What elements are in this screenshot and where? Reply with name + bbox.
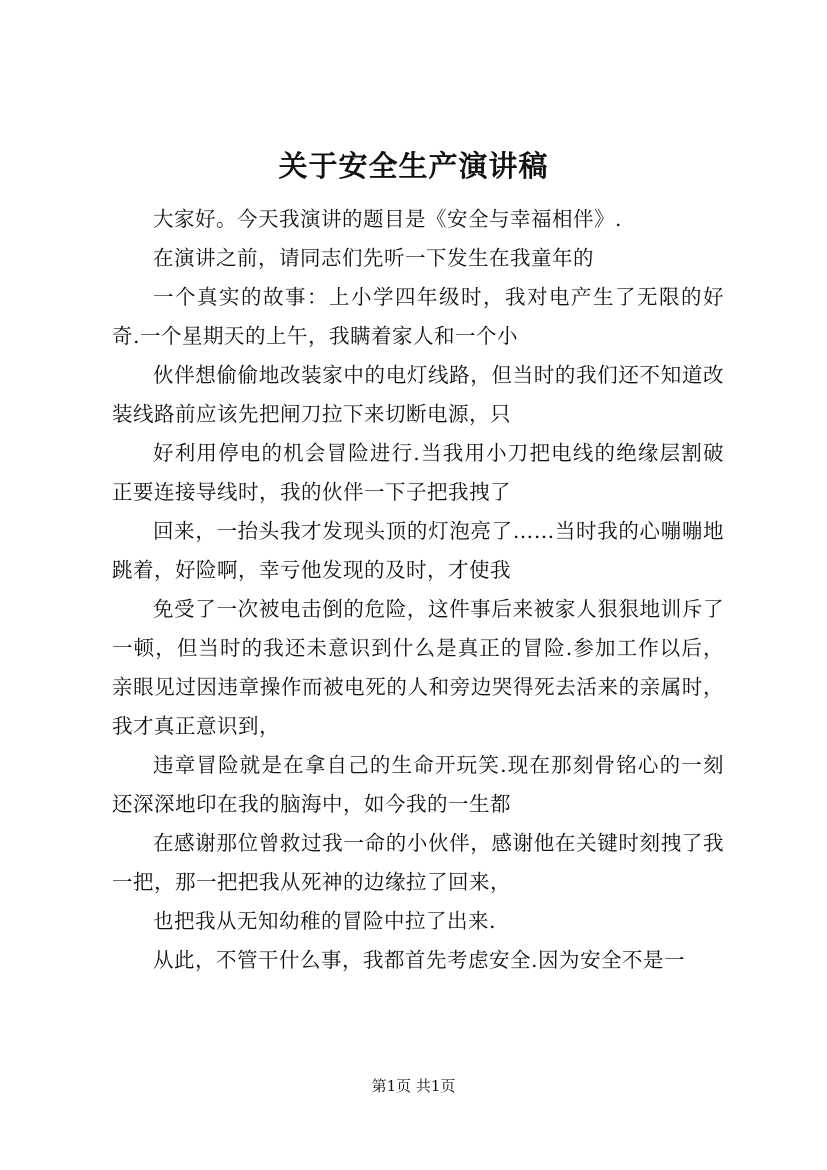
paragraph: 免受了一次被电击倒的危险，这件事后来被家人狠狠地训斥了一顿，但当时的我还未意识到什么是真正的冒险.参加工作以后，亲眼见过因违章操作而被电死的人和旁边哭得死去活来的亲属时，我才真正意识到， bbox=[112, 597, 724, 738]
paragraph: 在感谢那位曾救过我一命的小伙伴，感谢他在关键时刻拽了我一把，那一把把我从死神的边缘拉了回来， bbox=[112, 831, 724, 894]
paragraph: 也把我从无知幼稚的冒险中拉了出来. bbox=[153, 909, 497, 933]
paragraph: 从此，不管干什么事，我都首先考虑安全.因为安全不是一 bbox=[153, 948, 686, 972]
paragraph: 违章冒险就是在拿自己的生命开玩笑.现在那刻骨铭心的一刻还深深地印在我的脑海中，如今我的一生都 bbox=[112, 753, 724, 816]
paragraph: 在演讲之前，请同志们先听一下发生在我童年的 bbox=[153, 246, 594, 270]
page-number-footer: 第1页 共1页 bbox=[371, 1077, 456, 1095]
paragraph: 回来，一抬头我才发现头顶的灯泡亮了……当时我的心嘣嘣地跳着，好险啊，幸亏他发现的及时，才使我 bbox=[112, 519, 724, 582]
paragraph: 伙伴想偷偷地改装家中的电灯线路，但当时的我们还不知道改装线路前应该先把闸刀拉下来切断电源，只 bbox=[112, 363, 724, 426]
document-title: 关于安全生产演讲稿 bbox=[278, 149, 549, 183]
document-body bbox=[112, 200, 724, 980]
paragraph: 大家好。今天我演讲的题目是《安全与幸福相伴》. bbox=[153, 207, 623, 231]
paragraph: 一个真实的故事：上小学四年级时，我对电产生了无限的好奇.一个星期天的上午，我瞒着家人和一个小 bbox=[112, 285, 724, 348]
paragraph: 好利用停电的机会冒险进行.当我用小刀把电线的绝缘层割破正要连接导线时，我的伙伴一下子把我拽了 bbox=[112, 441, 724, 504]
